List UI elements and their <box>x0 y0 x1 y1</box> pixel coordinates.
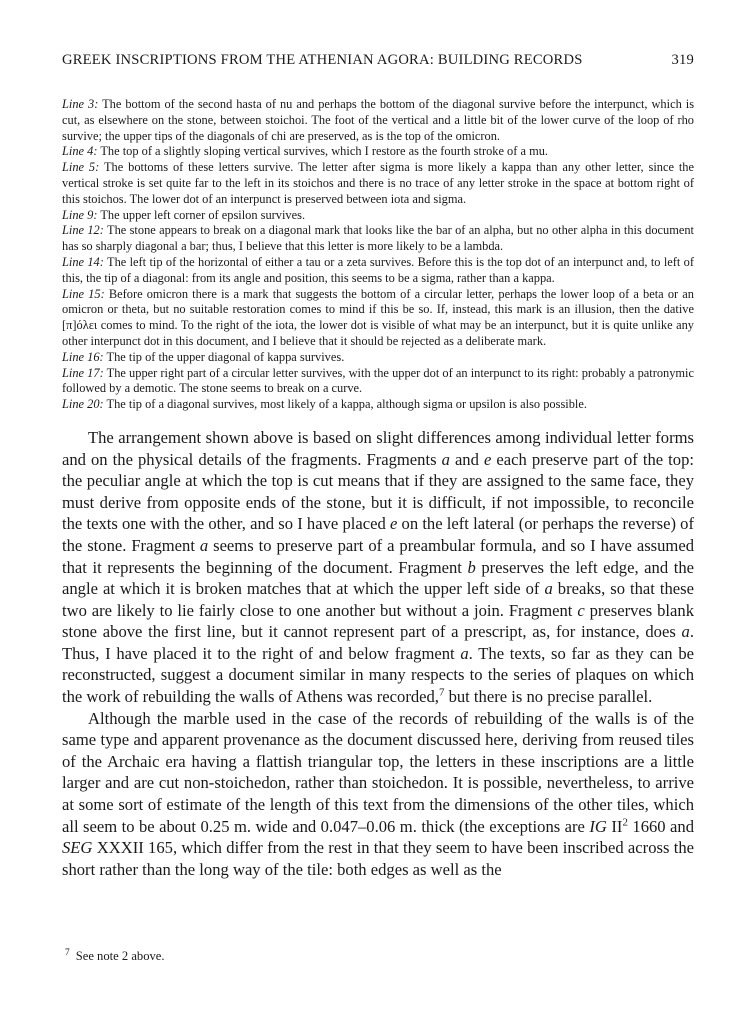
note-label: Line 20: <box>62 397 104 412</box>
fragment-ref: b <box>467 557 476 577</box>
footnote-marker[interactable]: 7 <box>438 686 445 699</box>
note-text: The upper left corner of epsilon survives. <box>100 207 306 222</box>
text-run: each preserve part of the top: the peculiar angle at which the top is cut means that if they are assigned to the same face, they must derive from opposite ends of the stone, but it is difficult, if not impossible, to reconcile the texts one with the other, and so I have placed <box>62 449 694 534</box>
note-text: The tip of a diagonal survives, most likely of a kappa, although sigma or upsilon is also possible. <box>106 397 587 412</box>
text-run: II <box>606 816 623 836</box>
note-label: Line 15: <box>62 286 105 301</box>
note-label: Line 12: <box>62 223 104 238</box>
fragment-ref: a <box>199 535 209 555</box>
superscript: 2 <box>622 816 628 829</box>
text-run: XXXII 165, which differ from the rest in that they seem to have been inscribed across the short rather than the long way of the tile: both edges as well as the <box>62 838 694 879</box>
note-text: Before omicron there is a mark that suggests the bottom of a circular letter, perhaps the lower loop of a beta or an omicron or theta, but no suitable restoration comes to mind if this be so. If, instead, this mark is an illusion, then the dative [π]όλει comes to mind. To the right of the iota, the lower dot is visible of what may be an interpunct, but it is quite unlike any other interpunct dot in this document, and I believe that it should be rejected as a deliberate mark. <box>62 286 694 348</box>
text-run: The arrangement shown above is based on slight differences among individual letter forms and on the physical details of the fragments. Fragments <box>62 427 694 469</box>
note-text: The stone appears to break on a diagonal mark that looks like the bar of an alpha, but no other alpha in this document has so sharply diagonal a bar; thus, I believe that this letter is more likely to be a lambda. <box>62 223 694 254</box>
line-note <box>62 223 694 255</box>
running-title: GREEK INSCRIPTIONS FROM THE ATHENIAN AGORA: BUILDING RECORDS <box>62 52 583 68</box>
line-note <box>62 350 694 366</box>
fragment-ref: c <box>577 600 585 620</box>
line-note <box>62 208 694 224</box>
paragraph <box>62 427 694 708</box>
note-label: Line 17: <box>62 365 104 380</box>
page <box>62 52 694 880</box>
fragment-ref: a <box>681 622 690 642</box>
note-text: The bottoms of these letters survive. The letter after sigma is more likely a kappa than any other letter, since the vertical stroke is set quite far to the left in its stoichos and there is no trace of any letter stroke in the space at bottom right of this stoichos. The lower dot of an interpunct is preserved between iota and sigma. <box>62 160 695 206</box>
paragraph <box>62 708 694 881</box>
footnote <box>62 949 694 964</box>
text-run: and <box>449 449 484 469</box>
running-head <box>62 52 694 69</box>
note-label: Line 9: <box>62 207 98 222</box>
note-label: Line 14: <box>62 254 104 269</box>
note-text: The top of a slightly sloping vertical survives, which I restore as the fourth stroke of a mu. <box>100 144 549 159</box>
citation-seg: SEG <box>62 838 93 858</box>
text-run: on the left lateral (or perhaps the reverse) of the stone. Fragment <box>62 514 694 555</box>
text-run: 1660 and <box>627 816 695 836</box>
citation-ig: IG <box>589 816 607 836</box>
line-note <box>62 144 694 160</box>
text-run: . Thus, I have placed it to the right of and below fragment <box>62 622 694 663</box>
fragment-ref: a <box>441 449 450 469</box>
line-note <box>62 97 694 144</box>
line-note <box>62 255 694 287</box>
line-note <box>62 397 694 413</box>
text-run: seems to preserve part of a preambular formula, and so I have assumed that it represents the beginning of the document. Fragment <box>62 535 694 577</box>
text-run: breaks, so that these two are likely to lie fairly close to one another but without a join. Fragment <box>62 579 694 620</box>
line-note <box>62 160 694 207</box>
line-note <box>62 287 694 350</box>
note-text: The tip of the upper diagonal of kappa survives. <box>106 349 345 364</box>
line-notes <box>62 97 694 413</box>
fragment-ref: a <box>544 579 553 599</box>
page-number: 319 <box>671 52 694 68</box>
note-label: Line 4: <box>62 144 98 159</box>
fragment-ref: e <box>483 449 492 469</box>
text-run: . The texts, so far as they can be reconstructed, suggest a document similar in many respects to the series of plaques on which the work of rebuilding the walls of Athens was recorded, <box>62 643 695 707</box>
footnote-text: See note 2 above. <box>75 949 165 963</box>
text-run: preserves blank stone above the first line, but it cannot represent part of a prescript, as, for instance, does <box>62 600 694 642</box>
line-note <box>62 366 694 398</box>
note-label: Line 5: <box>62 160 100 175</box>
text-run: Although the marble used in the case of the records of rebuilding of the walls is of the same type and apparent provenance as the document discussed here, deriving from reused tiles of the Archaic era having a flattish triangular top, the letters in these inscriptions are a little larger and are cut non-stoichedon, rather than stoichedon. It is possible, nevertheless, to arrive at some sort of estimate of the length of this text from the dimensions of the other tiles, which all seem to be about 0.25 m. wide and 0.047–0.06 m. thick (the exceptions are <box>62 708 694 836</box>
text-run: preserves the left edge, and the angle at which it is broken matches that at which the upper left side of <box>62 557 694 599</box>
body-text <box>62 427 694 880</box>
fragment-ref: e <box>389 514 398 534</box>
text-run: but there is no precise parallel. <box>444 687 653 707</box>
note-label: Line 16: <box>62 349 104 364</box>
note-text: The left tip of the horizontal of either a tau or a zeta survives. Before this is the top dot of an interpunct and, to left of this, the tip of a diagonal: from its angle and position, this seems to be a sigma, rather than a kappa. <box>62 254 694 285</box>
fragment-ref: a <box>460 643 469 663</box>
footnote-number: 7 <box>65 947 70 958</box>
note-text: The bottom of the second hasta of nu and perhaps the bottom of the diagonal survive before the interpunct, which is cut, as elsewhere on the stone, between stoichoi. The foot of the vertical and a little bit of the lower curve of the loop of rho survive; the upper tips of the diagonals of chi are preserved, as is the top of the omicron. <box>62 97 695 143</box>
note-text: The upper right part of a circular letter survives, with the upper dot of an interpunct to its right: probably a patronymic followed by a demotic. The stone seems to break on a curve. <box>62 365 694 396</box>
note-label: Line 3: <box>62 97 99 111</box>
